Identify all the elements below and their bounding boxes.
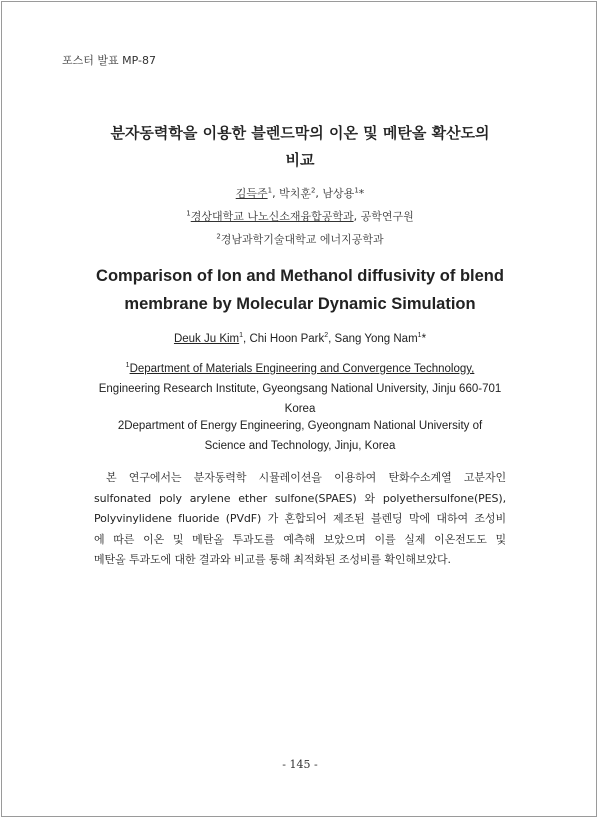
page-number: - 145 -: [282, 758, 318, 771]
korean-affiliation-1-dept: 경상대학교 나노신소재융합공학과: [190, 210, 354, 223]
korean-author-1: 김득주: [235, 187, 268, 200]
korean-affiliation-1-rest: , 공학연구원: [353, 210, 414, 223]
korean-title: [0, 120, 600, 174]
english-author-1: Deuk Ju Kim: [173, 332, 240, 345]
english-affiliation-1-line-1: Department of Materials Engineering and Convergence Technology,: [129, 362, 475, 375]
english-title-line-2: membrane by Molecular Dynamic Simulation: [124, 295, 476, 313]
english-affiliation-2: [0, 416, 600, 456]
abstract-line-3: Polyvinylidene fluoride (PVdF) 가 혼합되어 제조된 블렌딩 막에 대하여 조성비: [94, 512, 506, 525]
english-affiliation-2-line-2: Science and Technology, Jinju, Korea: [204, 440, 396, 452]
korean-affiliation-1: $^1$경상대학교 나노신소재융합공학과, 공학연구원: [186, 209, 414, 223]
session-label: 포스터 발표 MP-87: [62, 54, 156, 67]
english-title-line-1: Comparison of Ion and Methanol diffusivity of blend: [96, 267, 504, 285]
korean-author-3: 남상용: [322, 187, 355, 200]
english-affiliation-1-line-2: Engineering Research Institute, Gyeongsang National University, Jinju 660-701: [98, 382, 502, 395]
english-author-3: Sang Yong Nam: [334, 332, 418, 345]
korean-title-line-1: 분자동력학을 이용한 블렌드막의 이온 및 메탄올 확산도의: [110, 124, 490, 142]
english-author-2: Chi Hoon Park: [249, 332, 325, 345]
korean-affiliation-2: $^2$경남과학기술대학교 에너지공학과: [216, 232, 384, 246]
korean-authors: 김득주$^1$, 박치훈$^2$, 남상용$^1$*: [235, 186, 365, 200]
abstract-line-5: 메탄올 투과도에 대한 결과와 비교를 통해 최적화된 조성비를 확인해보았다.: [94, 553, 451, 566]
abstract-body: [94, 468, 506, 571]
english-affiliation-1-line-3: Korea: [284, 402, 316, 415]
abstract-line-1: 본 연구에서는 분자동력학 시뮬레이션을 이용하여 탄화수소계열 고분자인: [106, 471, 506, 484]
abstract-line-4: 에 따른 이온 및 메탄올 투과도를 예측해 보았으며 이를 실제 이온전도도 및: [94, 532, 506, 546]
english-affiliation-1: $^1$Department of Materials Engineering and Convergence Technology, Engineering Research Institute, Gyeongsang National University, Jinju 660-701 Korea: [0, 356, 600, 419]
korean-author-2: 박치훈: [279, 187, 311, 200]
english-authors: Deuk Ju Kim$^1$, Chi Hoon Park$^2$, Sang Yong Nam$^1$*: [173, 332, 427, 345]
korean-affiliation-2-text: 경남과학기술대학교 에너지공학과: [220, 233, 384, 246]
abstract-line-2: sulfonated poly arylene ether sulfone(SPAES) 와 polyethersulfone(PES),: [94, 491, 506, 505]
english-affiliation-2-line-1: 2Department of Energy Engineering, Gyeongnam National University of: [117, 420, 483, 432]
english-title: [0, 262, 600, 318]
korean-title-line-2: 비교: [285, 151, 315, 169]
